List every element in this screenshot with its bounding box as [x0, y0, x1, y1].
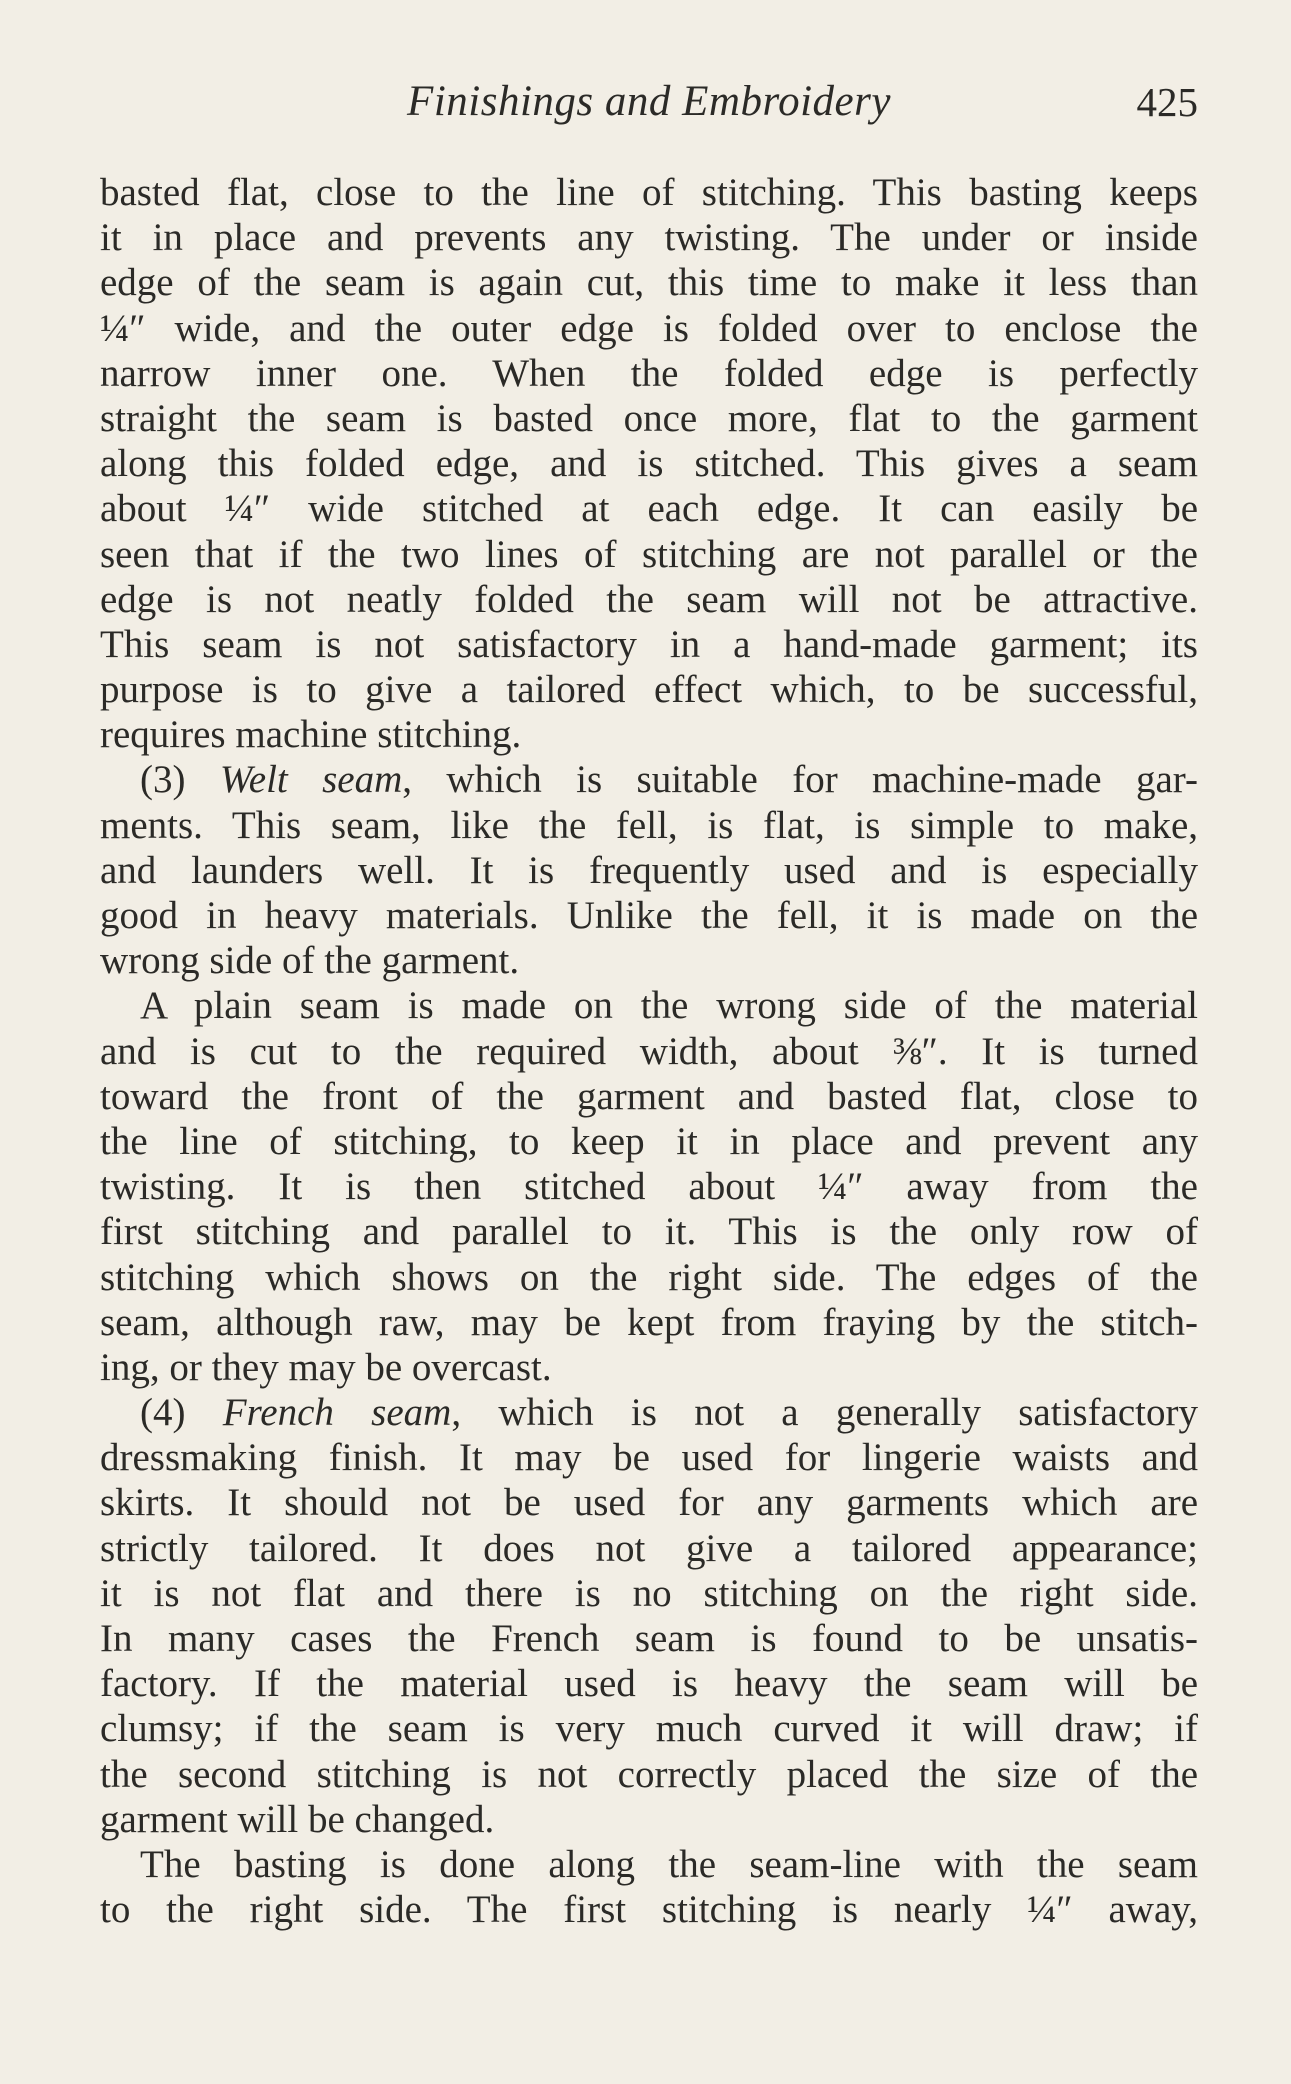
text-line-lead: (3) — [140, 758, 220, 802]
text-line-rest: , which is suitable for machine-made gar- — [402, 758, 1198, 802]
text-line: strictly tailored. It does not give a tailored appearance; — [100, 1526, 1198, 1570]
text-line: The basting is done along the seam-line with the seam — [140, 1842, 1198, 1886]
text-line: along this folded edge, and is stitched. This gives a seam — [100, 442, 1198, 486]
text-line: factory. If the material used is heavy the seam will be — [100, 1662, 1198, 1706]
text-line-lead: (4) — [140, 1391, 223, 1435]
text-line: it is not flat and there is no stitching on the right side. — [100, 1571, 1198, 1615]
text-line: to the right side. The first stitching is nearly ¼″ away, — [100, 1888, 1198, 1932]
text-line: dressmaking finish. It may be used for lingerie waists and — [100, 1436, 1198, 1480]
text-line: wrong side of the garment. — [100, 939, 520, 983]
body-text — [100, 170, 1198, 1932]
text-line: good in heavy materials. Unlike the fell, it is made on the — [100, 894, 1198, 937]
text-line — [100, 1390, 1198, 1435]
text-line: it in place and prevents any twisting. The under or inside — [100, 216, 1198, 260]
text-line: basted flat, close to the line of stitching. This basting keeps — [100, 171, 1198, 214]
seam-term: French seam — [222, 1391, 452, 1435]
text-line: the second stitching is not correctly placed the size of the — [100, 1752, 1198, 1796]
text-line: and launders well. It is frequently used and is especially — [100, 848, 1198, 892]
text-line: first stitching and parallel to it. This is the only row of — [100, 1210, 1198, 1254]
page-number: 425 — [1136, 79, 1198, 125]
running-title: Finishings and Embroidery — [407, 78, 891, 125]
text-line: requires machine stitching. — [100, 713, 522, 757]
text-line: ing, or they may be overcast. — [100, 1345, 552, 1389]
seam-term: Welt seam — [219, 758, 403, 802]
text-line: seam, although raw, may be kept from fraying by the stitch- — [100, 1300, 1198, 1344]
running-head — [100, 72, 1198, 132]
text-line: narrow inner one. When the folded edge is perfectly — [100, 351, 1198, 395]
text-line: clumsy; if the seam is very much curved it will draw; if — [100, 1707, 1198, 1751]
text-line: stitching which shows on the right side. The edges of the — [100, 1255, 1198, 1299]
text-line: This seam is not satisfactory in a hand-made garment; its — [100, 622, 1198, 666]
text-line: about ¼″ wide stitched at each edge. It can easily be — [100, 487, 1198, 531]
text-line: A plain seam is made on the wrong side of the material — [140, 984, 1198, 1028]
text-line: ments. This seam, like the fell, is flat, is simple to make, — [100, 803, 1198, 847]
text-line: garment will be changed. — [100, 1797, 495, 1841]
text-line: edge of the seam is again cut, this time to make it less than — [100, 261, 1198, 305]
text-line: the line of stitching, to keep it in place and prevent any — [100, 1119, 1198, 1163]
text-line-rest: , which is not a generally satisfactory — [451, 1391, 1198, 1435]
text-line: and is cut to the required width, about ⅜″. It is turned — [100, 1029, 1198, 1073]
text-line: ¼″ wide, and the outer edge is folded over to enclose the — [100, 306, 1198, 350]
text-line: twisting. It is then stitched about ¼″ away from the — [100, 1165, 1198, 1209]
text-line: toward the front of the garment and basted flat, close to — [100, 1074, 1198, 1118]
text-line: edge is not neatly folded the seam will not be attractive. — [100, 577, 1198, 621]
text-line — [100, 757, 1198, 802]
text-line: skirts. It should not be used for any garments which are — [100, 1481, 1198, 1525]
text-line: In many cases the French seam is found to be unsatis- — [100, 1617, 1198, 1660]
text-line: purpose is to give a tailored effect which, to be successful, — [100, 668, 1198, 712]
text-line: seen that if the two lines of stitching are not parallel or the — [100, 532, 1198, 576]
text-line: straight the seam is basted once more, flat to the garment — [100, 396, 1198, 440]
